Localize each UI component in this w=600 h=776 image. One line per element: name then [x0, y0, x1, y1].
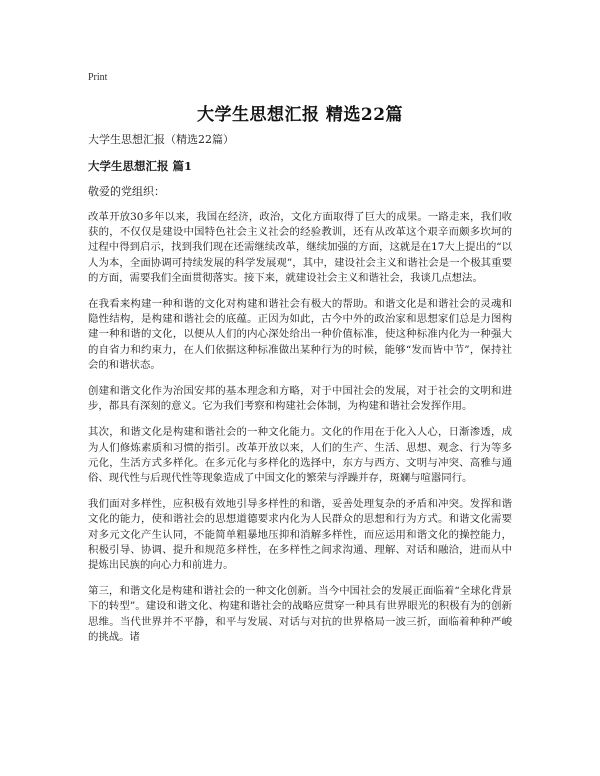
- document-body: [88, 132, 512, 656]
- document-title: 大学生思想汇报 精选22篇: [196, 105, 404, 125]
- document-subtitle: 大学生思想汇报（精选22篇）: [88, 133, 234, 146]
- greeting: 敬爱的党组织：: [88, 185, 165, 198]
- paragraph-3: 创建和谐文化作为治国安邦的基本理念和方略，对于中国社会的发展，对于社会的文明和进步，都具有深刻的意义。它为我们考察和构建社会体制，为构建和谐社会发挥作用。: [88, 385, 512, 413]
- paragraph-4: 其次，和谐文化是构建和谐社会的一种文化能力。文化的作用在于化入人心，日渐渗透，成为人们修炼素质和习惯的指引。改革开放以来，人们的生产、生活、思想、观念、行为等多元化，生活方式多样化。在多元化与多样化的选择中，东方与西方、文明与冲突、高雅与通俗、现代性与后现代性等现象造成了中国文化的繁荣与浮躁并存，斑斓与喧嚣同行。: [88, 426, 512, 485]
- section-heading: 大学生思想汇报 篇1: [88, 159, 193, 173]
- paragraph-1: 改革开放30多年以来，我国在经济，政治，文化方面取得了巨大的成果。一路走来，我们收获的，不仅仅是建设中国特色社会主义社会的经验教训，还有从改革这个艰辛而颇多坎坷的过程中得到启示，找到我们现在还需继续改革，继续加强的方面，这就是在17大上提出的“以人为本，全面协调可持续发展的科学发展观”，其中，建设社会主义和谐社会是一个极其重要的方面，需要我们全面贯彻落实。接下来，就建设社会主义和谐社会，我谈几点想法。: [88, 211, 512, 284]
- paragraph-2: 在我看来构建一种和谐的文化对构建和谐社会有极大的帮助。和谐文化是和谐社会的灵魂和隐性结构，是构建和谐社会的底蕴。正因为如此，古今中外的政治家和思想家们总是力图构建一种和谐的文化，以便从人们的内心深处给出一种价值标准，使这种标准内化为一种强大的自省力和约束力，在人们依据这种标准做出某种行为的时候，能够“发而皆中节”，保持社会的和谐状态。: [88, 298, 512, 371]
- paragraph-6: 第三，和谐文化是构建和谐社会的一种文化创新。当今中国社会的发展正面临着“全球化背景下的转型”。建设和谐文化、构建和谐社会的战略应贯穿一种具有世界眼光的积极有为的创新思维。当代世界并不平静，和平与发展、对话与对抗的世界格局一波三折，面临着种种严峻的挑战。诸: [88, 585, 512, 643]
- paragraph-5: 我们面对多样性，应积极有效地引导多样性的和谐，妥善处理复杂的矛盾和冲突。发挥和谐文化的能力，使和谐社会的思想道德要求内化为人民群众的思想和行为方式。和谐文化需要对多元文化产生认同，不能简单粗暴地压抑和消解多样性，而应运用和谐文化的操控能力，积极引导、协调、提升和规范多样性，在多样性之间求沟通、理解、对话和融洽，进而从中提炼出民族的向心力和前进力。: [88, 498, 512, 572]
- print-label: Print: [88, 72, 108, 83]
